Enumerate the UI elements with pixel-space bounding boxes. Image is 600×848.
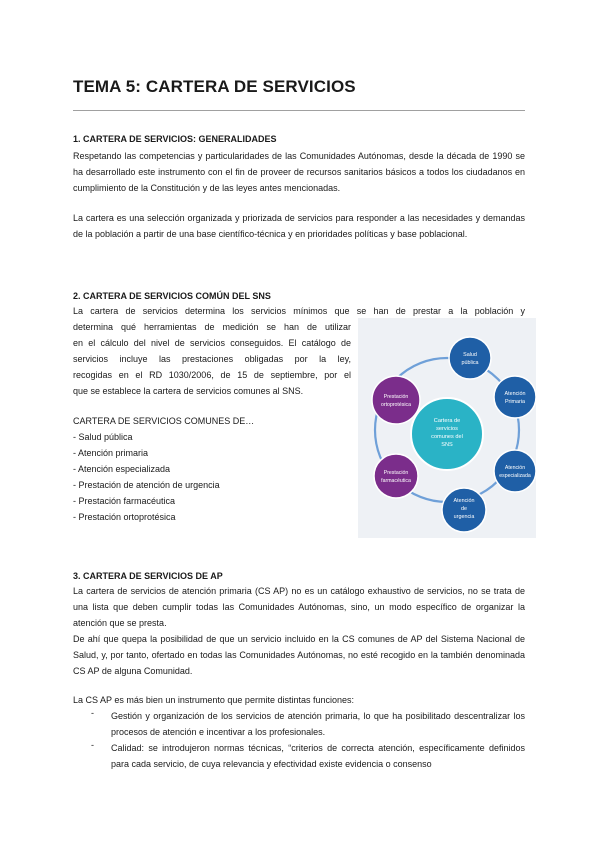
svg-text:pública: pública: [461, 360, 479, 366]
section-2-line-4: servicios incluye las prestaciones obligadas por la ley,: [73, 354, 351, 364]
svg-text:Salud: Salud: [463, 352, 477, 358]
list-item: - Atención primaria: [73, 448, 149, 458]
section-2-line-1: La cartera de servicios determina los servicios mínimos que se han de prestar a la población y: [73, 306, 525, 316]
services-list-title: CARTERA DE SERVICIOS COMUNES DE…: [73, 416, 255, 426]
node-prestacion-farmaceutica: [374, 454, 418, 498]
section-1-heading: 1. CARTERA DE SERVICIOS: GENERALIDADES: [73, 134, 277, 144]
section-2-heading: 2. CARTERA DE SERVICIOS COMÚN DEL SNS: [73, 291, 271, 301]
section-1-paragraph-1: Respetando las competencias y particularidades de las Comunidades Autónomas, desde la década de 1990 se ha desarrollado este instrumento con el fin de proveer de recursos sanitarios básicos a todos los ciudadanos en cumplimiento de la Constitución y de las leyes antes mencionadas.: [73, 151, 525, 193]
svg-text:Primaria: Primaria: [504, 399, 526, 405]
svg-text:Atención: Atención: [453, 498, 475, 504]
svg-text:servicios: servicios: [436, 426, 458, 432]
title-divider: [73, 110, 525, 111]
section-1-paragraph-2: La cartera es una selección organizada y priorizada de servicios para responder a las necesidades y demandas de la población a partir de una base científico-técnica y en prioridades políticas y base poblacional.: [73, 213, 525, 239]
bullet-dash: -: [91, 708, 94, 718]
svg-text:urgencia: urgencia: [453, 514, 475, 520]
node-salud-publica: [449, 337, 491, 379]
section-3-paragraph-3: La CS AP es más bien un instrumento que permite distintas funciones:: [73, 695, 354, 705]
section-2-line-2: determina qué herramientas de medición se han de utilizar: [73, 322, 351, 332]
list-item: - Prestación farmacéutica: [73, 496, 176, 506]
svg-text:farmacéutica: farmacéutica: [381, 478, 411, 484]
svg-text:especializada: especializada: [499, 473, 531, 479]
center-node: [411, 398, 483, 470]
section-3-paragraph-2: De ahí que quepa la posibilidad de que un servicio incluido en la CS comunes de AP del Sistema Nacional de Salud, y, por tanto, ofertado en todas las Comunidades Autónomas, no esté recogido en la también denominada CS AP de alguna Comunidad.: [73, 634, 525, 676]
svg-text:comunes del: comunes del: [431, 434, 463, 440]
list-item: - Prestación ortoprotésica: [73, 512, 176, 522]
section-3-heading: 3. CARTERA DE SERVICIOS DE AP: [73, 571, 223, 581]
bullet-dash: -: [91, 740, 94, 750]
bullet-item-1: Gestión y organización de los servicios de atención primaria, lo que ha posibilitado descentralizar los procesos de atención e incentivar a los profesionales.: [111, 711, 525, 737]
node-atencion-primaria: [494, 376, 536, 418]
page-title: TEMA 5: CARTERA DE SERVICIOS: [73, 77, 356, 96]
services-list: [73, 429, 220, 525]
section-2-line-5: recogidas en el RD 1030/2006, de 15 de septiembre, por el: [73, 370, 351, 380]
bullet-item-2: Calidad: se introdujeron normas técnicas, “criterios de correcta atención, específicamente definidos para cada servicio, de cuya relevancia y efectividad existe evidencia o consenso: [111, 743, 525, 769]
svg-text:Atención: Atención: [504, 391, 526, 397]
svg-text:SNS: SNS: [441, 442, 453, 448]
svg-text:Cartera de: Cartera de: [433, 418, 461, 424]
cycle-diagram-svg: [358, 318, 536, 538]
services-cycle-diagram: [358, 318, 536, 538]
svg-text:de: de: [461, 506, 467, 512]
svg-text:Prestación: Prestación: [383, 394, 409, 400]
list-item: - Atención especializada: [73, 464, 171, 474]
node-atencion-especializada: [494, 450, 536, 492]
section-2-line-3: en el cálculo del nivel de servicios conseguidos. El catálogo de: [73, 338, 351, 348]
node-atencion-urgencia: [442, 488, 486, 532]
svg-text:ortoprotésica: ortoprotésica: [381, 402, 411, 408]
list-item: - Prestación de atención de urgencia: [73, 480, 220, 490]
section-3-paragraph-1: La cartera de servicios de atención primaria (CS AP) no es un catálogo exhaustivo de servicios, no se trata de una lista que deben cumplir todas las Comunidades Autónomas, sino, un modo específico de organizar la atención que se presta.: [73, 586, 525, 628]
svg-text:Atención: Atención: [504, 465, 526, 471]
section-2-line-6: que se establece la cartera de servicios comunes al SNS.: [73, 386, 304, 396]
node-prestacion-ortoprotesica: [372, 376, 420, 424]
svg-text:Prestación: Prestación: [383, 470, 409, 476]
list-item: - Salud pública: [73, 432, 133, 442]
